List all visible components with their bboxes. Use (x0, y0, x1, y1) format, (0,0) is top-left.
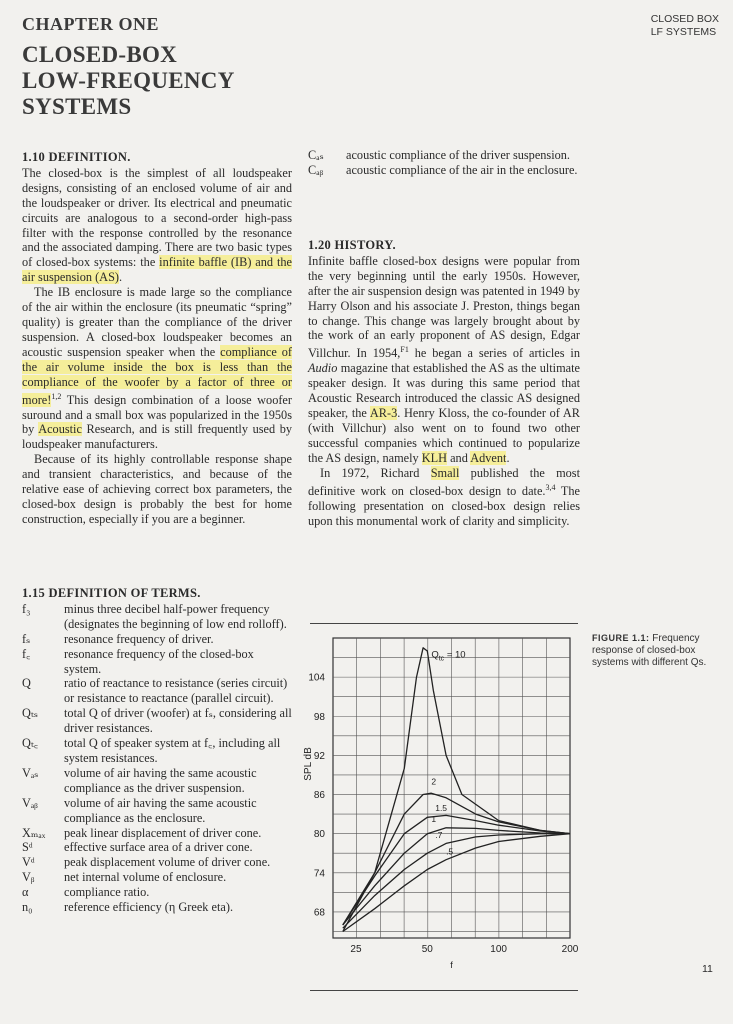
term-symbol: f₃ (22, 601, 31, 616)
text-run: and (447, 450, 471, 465)
terms-list (22, 602, 292, 915)
section-heading: 1.20 HISTORY. (308, 238, 396, 252)
term-row (22, 826, 292, 841)
term-row (22, 766, 292, 796)
curve-label: 2 (431, 776, 437, 787)
response-curve (343, 815, 570, 925)
term-row (22, 647, 292, 677)
term-row (22, 900, 292, 915)
highlighted-text: AR-3 (369, 406, 398, 421)
paragraph (308, 466, 580, 529)
response-curve (343, 834, 570, 929)
term-row (308, 148, 580, 163)
text-run: In 1972, Richard (320, 465, 431, 480)
term-definition: compliance ratio. (64, 885, 150, 900)
term-definition: total Q of driver (woofer) at fₛ, considering all driver resistances. (64, 706, 292, 736)
text-run: . Henry Kloss, the co-founder of AR (with Villchur) also went on to found two other successful companies which continued to popularize the AS design, namely (308, 406, 580, 465)
term-row (22, 870, 292, 885)
term-definition: peak linear displacement of driver cone. (64, 825, 262, 840)
text-run: The closed-box is the simplest of all loudspeaker designs, consisting of an enclosed volume of air and the loudspeaker or driver. Its electrical and pneumatic circuits are analogous to a second-order high-pass filter with the response controlled by the resonance and the associated damping. There are two basic types of closed-box systems: the (22, 165, 292, 270)
chapter-title (22, 42, 235, 120)
term-symbol: Vₐᵦ (22, 795, 38, 810)
term-symbol: α (22, 885, 29, 900)
curve-label: 1.5 (435, 802, 448, 813)
term-definition: peak displacement volume of driver cone. (64, 855, 271, 870)
x-tick-label: 50 (421, 944, 433, 955)
text-run: Infinite baffle closed-box designs were popular from the very beginning until the early 1950s. However, after the air suspension design was patented in 1949 by Harry Olson and his associate J. Preston, things began to change. This change was largely brought about by the work of an early proponent of AS design, Edgar Villchur. In 1954, (308, 253, 580, 361)
chapter-title-line: LOW-FREQUENCY (22, 68, 235, 93)
text-run: The IB enclosure is made large so the compliance of the air within the enclosure (its pneumatic “spring” quality) is greater than the compliance of the driver suspension. A closed-box loudspeaker becomes an acoustic suspension speaker when the (22, 285, 292, 359)
term-definition: reference efficiency (η Greek eta). (64, 900, 234, 915)
section-heading: 1.10 DEFINITION. (22, 150, 131, 164)
paragraph (22, 285, 292, 452)
response-curve (343, 648, 570, 932)
term-row (22, 706, 292, 736)
caption-label: FIGURE 1.1: (592, 633, 650, 643)
figure-bottom-rule (310, 990, 578, 991)
section-terms (22, 586, 292, 915)
y-tick-label: 74 (313, 868, 325, 880)
term-row (22, 855, 292, 870)
text-run: magazine that established the AS as the ultimate speaker design. It was during this same period that Acoustic Research introduced the classic AS designed speaker, the (308, 361, 580, 421)
term-definition: acoustic compliance of the air in the enclosure. (346, 162, 578, 177)
term-symbol: Vᵦ (22, 870, 35, 885)
text-run: he began a series of articles in (408, 346, 580, 361)
term-row (22, 602, 292, 632)
paragraph: Because of its highly controllable response shape and transient characteristics, and because of the relative ease of achieving correct box parameters, the closed-box design is probably the best for home construction, especially if you are a beginner. (22, 452, 292, 526)
term-symbol: fₛ (22, 631, 31, 646)
chapter-label: CHAPTER ONE (22, 14, 160, 34)
response-curve (343, 793, 570, 925)
paragraph (308, 254, 580, 466)
term-symbol: Cₐᵦ (308, 162, 324, 177)
term-definition: effective surface area of a driver cone. (64, 840, 253, 855)
term-row (308, 163, 580, 178)
term-symbol: Q (22, 676, 31, 691)
term-definition: acoustic compliance of the driver suspension. (346, 148, 571, 162)
term-definition: ratio of reactance to resistance (series circuit) or resistance to reactance (parallel circuit). (64, 676, 288, 706)
text-run: This design combination of a loose woofer suround and a small box was popularized in the 1950s by (22, 392, 292, 437)
highlighted-text: Advent (470, 450, 507, 465)
term-definition: net internal volume of enclosure. (64, 870, 227, 885)
term-definition: minus three decibel half-power frequency (designates the beginning of low end rolloff). (64, 601, 287, 631)
curve-label: .7 (435, 830, 443, 841)
section-definition (22, 150, 292, 527)
y-tick-label: 98 (313, 711, 325, 723)
footnote-ref: 3,4 (545, 482, 556, 492)
highlighted-text: KLH (421, 450, 448, 465)
chapter-title-line: SYSTEMS (22, 94, 132, 119)
running-head-line: CLOSED BOX (650, 13, 719, 25)
chapter-title-line: CLOSED-BOX (22, 42, 178, 67)
response-curve (343, 828, 570, 925)
magazine-title: Audio (308, 361, 338, 376)
x-tick-label: 100 (490, 944, 507, 955)
term-row (22, 796, 292, 826)
caption-text: Frequency response of closed-box systems with different Qs. (592, 633, 707, 668)
term-definition: total Q of speaker system at f꜀, including all system resistances. (64, 736, 281, 765)
x-tick-label: 25 (350, 944, 362, 955)
highlighted-text: Small (430, 465, 460, 480)
x-axis-label: f (450, 960, 453, 970)
footnote-ref: 1,2 (51, 391, 62, 401)
text-run: . (119, 270, 123, 285)
text-run: . (506, 450, 510, 465)
section-heading: 1.15 DEFINITION OF TERMS. (22, 586, 201, 600)
term-row (22, 676, 292, 706)
figure-top-rule (310, 623, 578, 624)
highlighted-text: Acoustic (38, 422, 82, 437)
figure-caption (592, 632, 722, 669)
text-run: Research, and is still frequently used by loudspeaker manufacturers. (22, 422, 292, 452)
term-symbol: Sᵈ (22, 840, 33, 855)
y-tick-label: 68 (313, 907, 325, 919)
curve-label: $Q_{tc} = 10$ (431, 649, 466, 663)
text-run: The following presentation on closed-box design relies upon this monumental work of clarity and simplicity. (308, 483, 580, 528)
term-row (22, 736, 292, 766)
term-definition: volume of air having the same acoustic compliance as the enclosure. (64, 795, 257, 825)
term-row (22, 632, 292, 647)
term-symbol: Xₘₐₓ (22, 825, 46, 840)
term-row (22, 840, 292, 855)
section-history (308, 238, 580, 528)
term-row (22, 885, 292, 900)
term-symbol: Vₐₛ (22, 765, 39, 780)
term-symbol: f꜀ (22, 646, 31, 661)
curve-label: 1 (431, 813, 437, 824)
footnote-ref: F1 (400, 345, 409, 355)
term-symbol: n₀ (22, 900, 33, 915)
term-symbol: Vᵈ (22, 855, 35, 870)
y-tick-label: 80 (313, 829, 325, 841)
term-symbol: Qₜ꜀ (22, 736, 39, 751)
term-definition: volume of air having the same acoustic compliance as the driver suspension. (64, 765, 257, 795)
running-head-line: LF SYSTEMS (650, 26, 717, 38)
y-axis-label: SPL dB (303, 747, 314, 781)
term-definition: resonance frequency of the closed-box system. (64, 646, 254, 676)
running-head (651, 13, 719, 39)
highlighted-text: infinite baffle (IB) and the air suspension (AS) (22, 255, 292, 285)
highlighted-text: compliance of the air volume inside the box is less than the compliance of the woofer by a factor of three or more! (22, 344, 292, 407)
page-number: 11 (702, 963, 713, 975)
term-symbol: Cₐₛ (308, 148, 324, 162)
curve-label: .5 (446, 846, 454, 857)
y-tick-label: 86 (313, 790, 325, 802)
x-tick-label: 200 (561, 944, 579, 955)
paragraph (22, 166, 292, 285)
text-run: published the most definitive work on closed-box design to date. (308, 465, 580, 498)
y-tick-label: 92 (313, 750, 325, 762)
y-tick-label: 104 (308, 672, 325, 684)
term-symbol: Qₜₛ (22, 706, 39, 721)
frequency-response-chart (300, 628, 590, 983)
term-definition: resonance frequency of driver. (64, 631, 214, 646)
compliance-terms (308, 148, 580, 178)
